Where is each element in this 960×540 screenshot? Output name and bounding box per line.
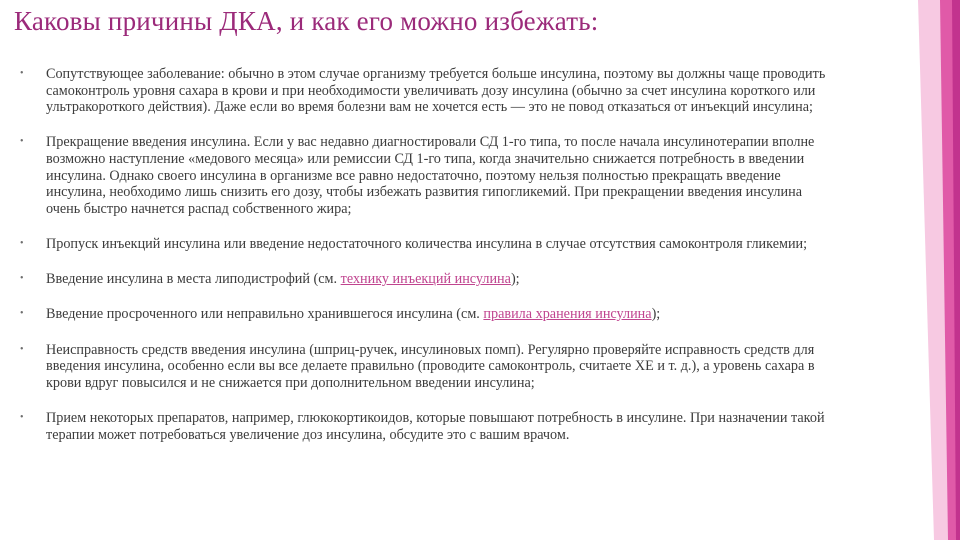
bullet-icon: • [20, 68, 24, 79]
item-text: Неисправность средств введения инсулина (шприц-ручек, инсулиновых помп). Регулярно проверяйте исправность средств для введения инсулина, особенно если вы все делаете правильно (проводите самоконтроль, считаете ХЕ и т. д.), а уровень сахара в крови вдруг повысился и не снижается при дополнительном введении инсулина; [46, 341, 815, 392]
bullet-icon: • [20, 411, 24, 423]
slide-title: Каковы причины ДКА, и как его можно избежать: [14, 6, 599, 36]
item-text: Прекращение введения инсулина. Если у вас недавно диагностировали СД 1-го типа, то после начала инсулинотерапии вполне возможно наступление «медового месяца» или ремиссии СД 1-го типа, когда значительно снижается потребность в введении инсулина. Однако своего инсулина в организме все равно недостаточно, поэтому нельзя полностью прекращать введение инсулина, необходимо лишь снизить его дозу, чтобы избежать развития гипогликемий. При прекращении введения инсулина очень быстро начнется распад собственного жира; [46, 134, 815, 217]
bullet-list [18, 66, 830, 443]
insulin-injection-technique-link[interactable]: технику инъекций инсулина [340, 271, 511, 288]
light-pink-band [918, 0, 960, 540]
bullet-icon: • [20, 343, 24, 355]
list-item [18, 236, 830, 253]
item-text-after: ); [510, 271, 520, 288]
bullet-icon: • [20, 136, 24, 148]
slide-content [18, 66, 830, 443]
item-text-after: ); [651, 306, 661, 323]
insulin-storage-rules-link[interactable]: правила хранения инсулина [483, 306, 652, 323]
list-item [18, 134, 830, 218]
pink-band [940, 0, 960, 540]
list-item [18, 306, 830, 323]
item-text-before: Введение инсулина в места липодистрофий (см. [46, 271, 341, 288]
bullet-icon: • [20, 273, 24, 285]
list-item [18, 66, 830, 116]
item-text: Пропуск инъекций инсулина или введение недостаточного количества инсулина в случае отсутствия самоконтроля гликемии; [46, 235, 808, 252]
item-text: Прием некоторых препаратов, например, глюкокортикоидов, которые повышают потребность в инсулине. При назначении такой терапии может потребоваться увеличение доз инсулина, обсудите это с вашим врачом. [46, 409, 825, 443]
magenta-band [952, 0, 960, 540]
list-item [18, 271, 830, 288]
item-text: Сопутствующее заболевание: обычно в этом случае организму требуется больше инсулина, поэтому вы должны чаще проводить самоконтроль уровня сахара в крови и при необходимости увеличивать дозу инсулина (обычно за счет инсулина короткого или ультракороткого действия). Даже если во время болезни вам не хочется есть — это не повод отказаться от инъекций инсулина; [46, 66, 826, 116]
decorative-corner-shapes [860, 0, 960, 540]
list-item [18, 342, 830, 392]
bullet-icon: • [20, 237, 24, 249]
item-text-before: Введение просроченного или неправильно хранившегося инсулина (см. [46, 306, 484, 323]
list-item [18, 410, 830, 443]
bullet-icon: • [20, 308, 24, 320]
